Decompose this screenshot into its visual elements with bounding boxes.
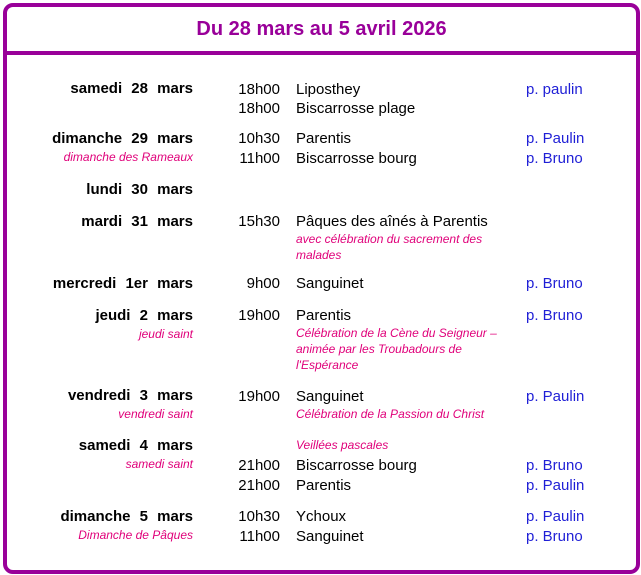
mass-priest: p. Bruno	[526, 528, 583, 545]
mass-priest: p. paulin	[526, 81, 583, 98]
day-subtitle: samedi saint	[125, 457, 193, 471]
mass-priest: p. Bruno	[526, 150, 583, 167]
mass-note: Célébration de la Passion du Christ	[296, 407, 485, 421]
day-note: Veillées pascales	[296, 438, 389, 452]
mass-place: Biscarrosse bourg	[296, 150, 417, 167]
page-title: Du 28 mars au 5 avril 2026	[196, 17, 447, 40]
mass-priest: p. Paulin	[526, 508, 585, 525]
mass-place: Sanguinet	[296, 275, 364, 292]
mass-priest: p. Paulin	[526, 388, 585, 405]
mass-priest: p. Paulin	[526, 477, 585, 494]
mass-time: 11h00	[239, 528, 280, 545]
mass-time: 21h00	[238, 477, 280, 494]
mass-time: 15h30	[238, 213, 280, 230]
day-subtitle: vendredi saint	[118, 407, 193, 421]
day-label: mercredi 1er mars	[52, 275, 193, 292]
mass-place: Sanguinet	[296, 528, 364, 545]
mass-place: Biscarrosse plage	[296, 100, 416, 117]
mass-time: 19h00	[238, 307, 280, 324]
mass-priest: p. Bruno	[526, 307, 583, 324]
mass-place: Ychoux	[296, 508, 347, 525]
mass-place: Sanguinet	[296, 388, 364, 405]
mass-time: 9h00	[246, 275, 280, 292]
mass-place: Liposthey	[296, 81, 361, 98]
day-label: samedi 4 mars	[78, 437, 193, 454]
mass-time: 19h00	[238, 388, 280, 405]
mass-priest: p. Paulin	[526, 130, 585, 147]
day-label: lundi 30 mars	[86, 181, 193, 198]
mass-priest: p. Bruno	[526, 275, 583, 292]
mass-time: 10h30	[238, 508, 280, 525]
mass-time: 10h30	[238, 130, 280, 147]
mass-priest: p. Bruno	[526, 457, 583, 474]
mass-place: Parentis	[296, 307, 352, 324]
day-subtitle: Dimanche de Pâques	[78, 528, 193, 542]
day-label: vendredi 3 mars	[67, 387, 193, 404]
mass-time: 11h00	[239, 150, 280, 167]
mass-place: Parentis	[296, 477, 352, 494]
mass-note: Célébration de la Cène du Seigneur – animée par les Troubadours de l'Espérance	[296, 326, 497, 372]
day-label: mardi 31 mars	[81, 213, 193, 230]
mass-time: 18h00	[238, 100, 280, 117]
day-subtitle: dimanche des Rameaux	[63, 150, 193, 164]
mass-time: 18h00	[238, 81, 280, 98]
day-label: samedi 28 mars	[70, 80, 193, 97]
title-bar	[7, 7, 636, 55]
mass-note: avec célébration du sacrement des malades	[296, 232, 483, 262]
mass-place: Pâques des aînés à Parentis	[296, 213, 488, 230]
day-label: jeudi 2 mars	[95, 307, 193, 324]
mass-place: Parentis	[296, 130, 352, 147]
mass-place: Biscarrosse bourg	[296, 457, 417, 474]
mass-time: 21h00	[238, 457, 280, 474]
day-label: dimanche 29 mars	[52, 130, 193, 147]
day-label: dimanche 5 mars	[60, 508, 193, 525]
schedule-frame	[3, 3, 640, 574]
day-subtitle: jeudi saint	[138, 327, 193, 341]
